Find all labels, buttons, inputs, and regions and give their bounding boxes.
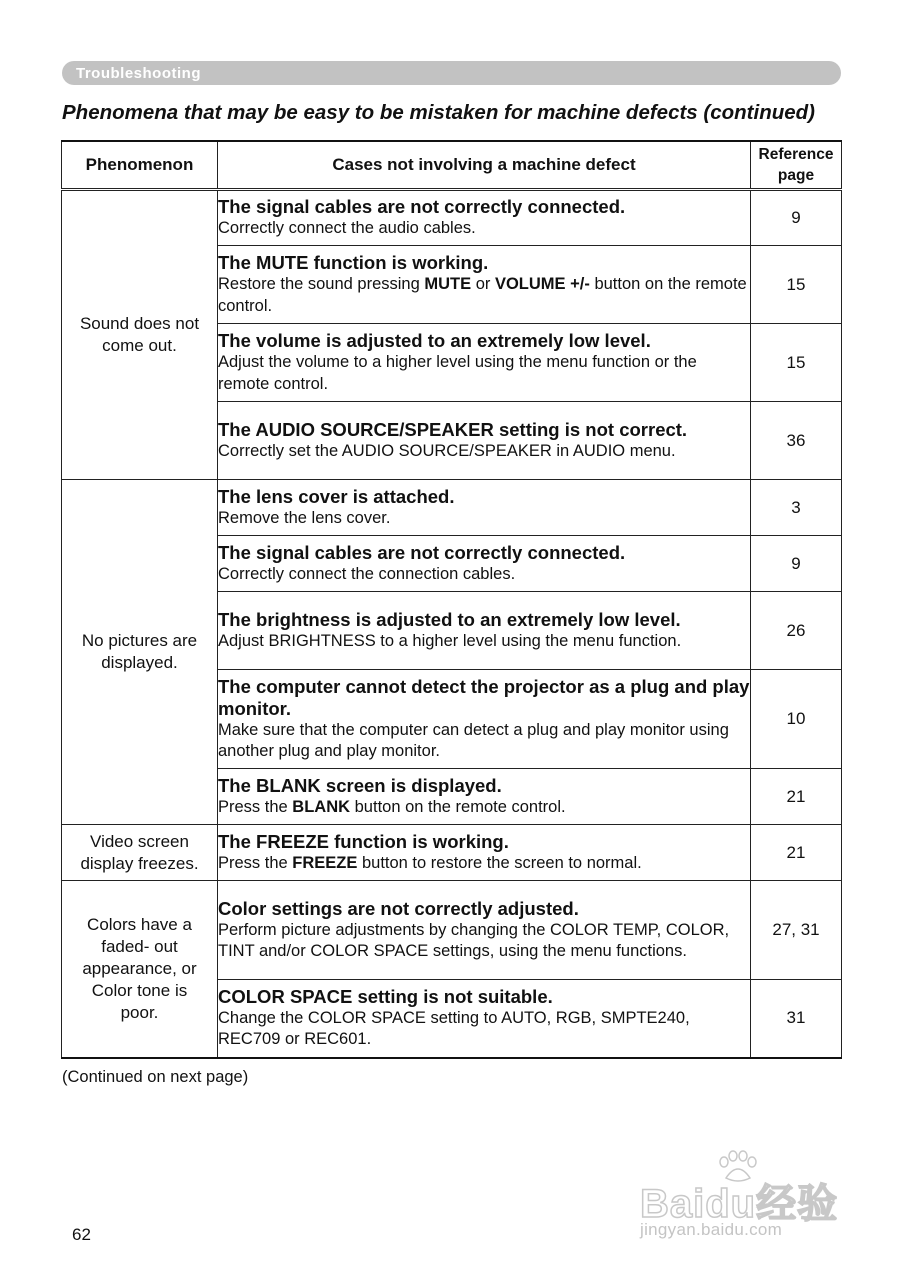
reference-page: 26 xyxy=(751,592,842,670)
section-label: Troubleshooting xyxy=(76,65,201,82)
phenomenon-text: Sound does not xyxy=(79,314,200,333)
case-cell xyxy=(218,402,751,480)
troubleshooting-table xyxy=(61,140,842,1059)
case-heading: The brightness is adjusted to an extremely low level. xyxy=(218,608,681,630)
phenomenon-text: Color tone is xyxy=(91,980,188,1000)
phenomenon-cell xyxy=(62,190,218,480)
watermark-brand: Baidu经验 xyxy=(640,1182,839,1226)
case-heading: The volume is adjusted to an extremely low level. xyxy=(218,330,651,351)
phenomenon-text: Colors have a xyxy=(87,914,192,934)
watermark-url: jingyan.baidu.com xyxy=(640,1220,783,1239)
case-description: Remove the lens cover. xyxy=(218,508,391,527)
case-cell xyxy=(218,536,751,592)
page-title: Phenomena that may be easy to be mistaken for machine defects (continued) xyxy=(62,101,815,124)
reference-page: 31 xyxy=(751,980,842,1058)
case-cell xyxy=(218,980,751,1058)
reference-page: 15 xyxy=(751,324,842,402)
case-description: Adjust the volume to a higher level using the menu function or the remote control. xyxy=(218,353,697,393)
case-cell xyxy=(218,670,751,769)
case-heading: The lens cover is attached. xyxy=(218,485,455,507)
case-heading: Color settings are not correctly adjusted. xyxy=(218,897,579,919)
phenomenon-text: faded- out xyxy=(101,936,178,956)
reference-page: 21 xyxy=(751,769,842,825)
table-row xyxy=(62,825,842,881)
case-heading: The AUDIO SOURCE/SPEAKER setting is not correct. xyxy=(218,418,688,440)
case-heading: The FREEZE function is working. xyxy=(218,830,509,852)
case-heading: The signal cables are not correctly connected. xyxy=(218,541,626,563)
case-description: Perform picture adjustments by changing the COLOR TEMP, COLOR, TINT and/or COLOR SPACE settings, using the menu functions. xyxy=(218,920,730,960)
section-header-bar xyxy=(62,61,841,85)
phenomenon-text: appearance, or xyxy=(82,958,197,978)
continued-note: (Continued on next page) xyxy=(62,1068,249,1086)
case-description: Correctly connect the audio cables. xyxy=(218,219,476,238)
reference-page: 9 xyxy=(751,536,842,592)
case-cell xyxy=(218,825,751,881)
case-cell xyxy=(218,592,751,670)
header-reference-page xyxy=(751,141,842,190)
phenomenon-text: Video screen xyxy=(90,831,189,851)
reference-page: 3 xyxy=(751,480,842,536)
reference-page: 36 xyxy=(751,402,842,480)
case-cell xyxy=(218,480,751,536)
case-heading: COLOR SPACE setting is not suitable. xyxy=(218,985,553,1007)
phenomenon-text: No pictures are xyxy=(81,631,198,650)
table-row xyxy=(62,190,842,246)
reference-page: 10 xyxy=(751,670,842,769)
page-number: 62 xyxy=(72,1225,91,1244)
case-description: Press the BLANK button on the remote control. xyxy=(218,797,566,816)
case-description: Press the FREEZE button to restore the screen to normal. xyxy=(218,853,642,872)
case-cell xyxy=(218,769,751,825)
phenomenon-cell xyxy=(62,480,218,825)
header-phenomenon: Phenomenon xyxy=(62,141,218,190)
case-cell xyxy=(218,881,751,980)
phenomenon-text: displayed. xyxy=(101,653,178,672)
reference-page: 21 xyxy=(751,825,842,881)
table-header-row xyxy=(62,141,842,190)
case-cell xyxy=(218,246,751,324)
phenomenon-cell xyxy=(62,825,218,881)
case-cell xyxy=(218,324,751,402)
watermark xyxy=(640,1150,852,1240)
reference-page: 9 xyxy=(751,190,842,246)
header-cases: Cases not involving a machine defect xyxy=(218,141,751,190)
case-heading: The BLANK screen is displayed. xyxy=(218,774,502,796)
case-heading: The computer cannot detect the projector as a plug and play monitor. xyxy=(218,675,750,719)
case-description: Make sure that the computer can detect a plug and play monitor using another plug and play monitor. xyxy=(218,720,729,760)
case-description: Correctly connect the connection cables. xyxy=(218,564,516,583)
phenomenon-cell xyxy=(62,881,218,1058)
case-heading: The signal cables are not correctly connected. xyxy=(218,196,626,218)
case-description: Adjust BRIGHTNESS to a higher level using the menu function. xyxy=(218,631,682,650)
case-description: Change the COLOR SPACE setting to AUTO, RGB, SMPTE240, REC709 or REC601. xyxy=(218,1008,690,1049)
phenomenon-text: poor. xyxy=(120,1002,159,1022)
phenomenon-text: display freezes. xyxy=(80,853,199,873)
reference-page: 27, 31 xyxy=(751,881,842,980)
table-row xyxy=(62,480,842,536)
case-description: Correctly set the AUDIO SOURCE/SPEAKER in AUDIO menu. xyxy=(218,441,676,460)
phenomenon-text: come out. xyxy=(102,336,177,355)
reference-page: 15 xyxy=(751,246,842,324)
case-cell xyxy=(218,190,751,246)
table-row xyxy=(62,881,842,980)
header-ref-line1: Reference xyxy=(758,146,834,163)
case-heading: The MUTE function is working. xyxy=(218,252,489,273)
case-description: Restore the sound pressing MUTE or VOLUME +/- button on the remote control. xyxy=(218,275,747,315)
header-ref-line2: page xyxy=(777,167,815,184)
